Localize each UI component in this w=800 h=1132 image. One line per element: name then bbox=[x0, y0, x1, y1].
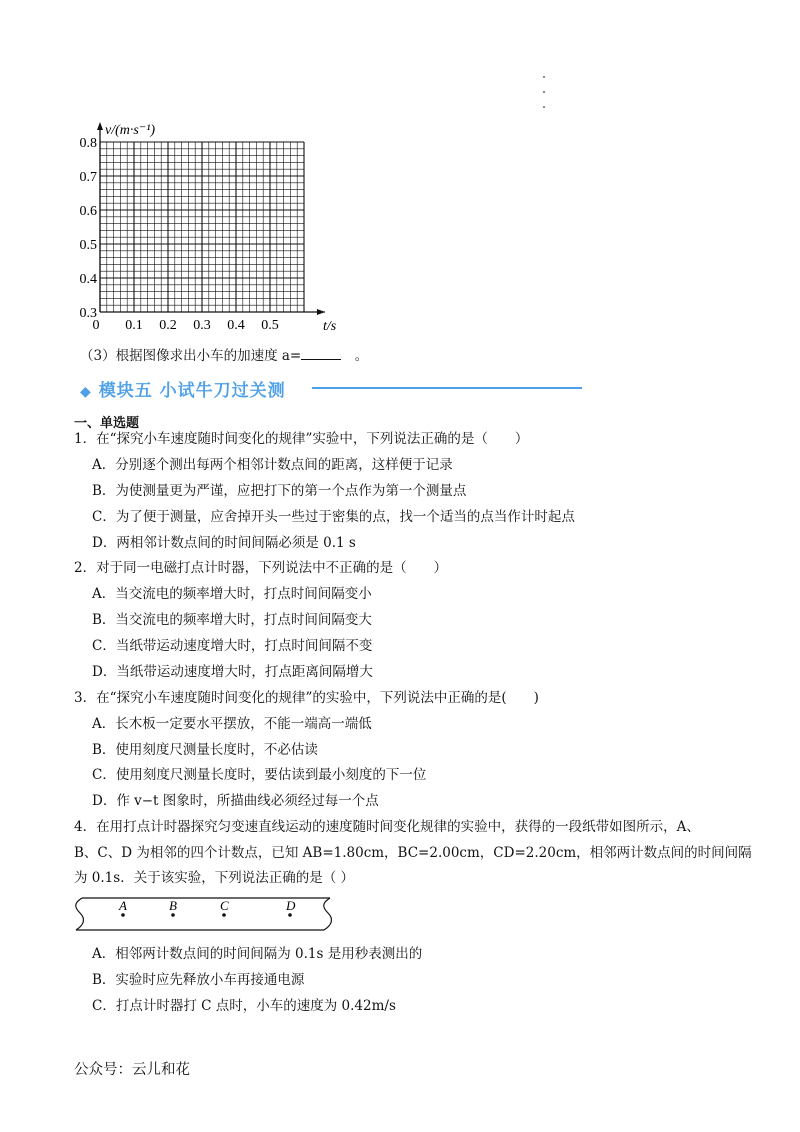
module-header bbox=[80, 376, 286, 401]
y-tick-label: 0.5 bbox=[79, 238, 97, 253]
y-tick-label: 0.4 bbox=[79, 272, 97, 287]
x-tick-label: 0.4 bbox=[227, 318, 245, 333]
question-1-option-a[interactable]: A．分别逐个测出每两个相邻计数点间的距离，这样便于记录 bbox=[92, 457, 453, 473]
tape-label-c: C bbox=[220, 898, 229, 913]
x-tick-label: 0.3 bbox=[193, 318, 211, 333]
tape-label-b: B bbox=[169, 898, 177, 913]
question-3-stem: 3．在“探究小车速度随时间变化的规律”的实验中，下列说法中正确的是( ) bbox=[74, 690, 539, 706]
question-4-option-c[interactable]: C．打点计时器打 C 点时，小车的速度为 0.42m/s bbox=[92, 998, 396, 1014]
tape-dot-b bbox=[171, 913, 175, 917]
question-3-option-d[interactable]: D．作 v−t 图象时，所描曲线必须经过每一个点 bbox=[92, 793, 379, 809]
tape-dot-c bbox=[222, 913, 226, 917]
footer-account: 公众号：云儿和花 bbox=[74, 1062, 190, 1078]
question-2-option-c[interactable]: C．当纸带运动速度增大时，打点时间间隔不变 bbox=[92, 638, 373, 654]
y-axis-arrow bbox=[97, 122, 103, 130]
question-2-option-a[interactable]: A．当交流电的频率增大时，打点时间间隔变小 bbox=[92, 586, 372, 602]
x-axis-arrow bbox=[317, 309, 325, 315]
question-3-option-b[interactable]: B．使用刻度尺测量长度时，不必估读 bbox=[92, 742, 318, 758]
diamond-icon: ◆ bbox=[80, 384, 92, 400]
section-title: 一、单选题 bbox=[74, 416, 140, 431]
y-axis-label: v/(m·s⁻¹) bbox=[105, 123, 156, 138]
x-tick-label: 0 bbox=[92, 318, 100, 333]
question-3-option-c[interactable]: C．使用刻度尺测量长度时，要估读到最小刻度的下一位 bbox=[92, 767, 427, 783]
y-tick-label: 0.7 bbox=[79, 170, 97, 185]
tape-label-d: D bbox=[286, 898, 296, 913]
tape-right-edge bbox=[324, 898, 332, 930]
x-axis-label: t/s bbox=[323, 319, 337, 334]
question-1-option-c[interactable]: C．为了便于测量，应舍掉开头一些过于密集的点，找一个适当的点当作计时起点 bbox=[92, 509, 575, 525]
module-title: 模块五 小试牛刀过关测 bbox=[98, 381, 286, 401]
q3-line bbox=[80, 345, 368, 366]
x-tick-label: 0.2 bbox=[159, 318, 177, 333]
question-2-option-d[interactable]: D．当纸带运动速度增大时，打点距离间隔增大 bbox=[92, 664, 373, 680]
y-tick-label: 0.3 bbox=[79, 306, 97, 321]
q3-text: （3）根据图像求出小车的加速度 a= bbox=[80, 348, 302, 364]
question-1-option-b[interactable]: B．为使测量更为严谨，应把打下的第一个点作为第一个测量点 bbox=[92, 483, 467, 499]
question-1-option-d[interactable]: D．两相邻计数点间的时间间隔必须是 0.1 s bbox=[92, 535, 356, 551]
question-4-stem-line-3: 为 0.1s．关于该实验，下列说法正确的是（ ） bbox=[74, 870, 354, 886]
margin-dots bbox=[543, 76, 545, 121]
question-2-option-b[interactable]: B．当交流电的频率增大时，打点时间间隔变大 bbox=[92, 612, 372, 628]
x-tick-label: 0.5 bbox=[261, 318, 279, 333]
q3-end: 。 bbox=[354, 348, 369, 364]
x-tick-label: 0.1 bbox=[125, 318, 143, 333]
question-4-stem-line-2: B、C、D 为相邻的四个计数点，已知 AB=1.80cm，BC=2.00cm，CD=2.20cm，相邻两计数点间的时间间隔 bbox=[74, 845, 752, 861]
tape-dot-d bbox=[288, 913, 292, 917]
question-4-option-b[interactable]: B．实验时应先释放小车再接通电源 bbox=[92, 972, 305, 988]
question-1-stem: 1．在“探究小车速度随时间变化的规律”实验中，下列说法正确的是（ ） bbox=[74, 431, 529, 447]
paper-tape-figure bbox=[72, 893, 342, 935]
tape-dot-a bbox=[121, 913, 125, 917]
tape-left-edge bbox=[76, 898, 84, 930]
y-tick-label: 0.6 bbox=[79, 204, 97, 219]
question-4-option-a[interactable]: A．相邻两计数点间的时间间隔为 0.1s 是用秒表测出的 bbox=[92, 946, 423, 962]
tape-label-a: A bbox=[119, 898, 127, 913]
question-2-stem: 2．对于同一电磁打点计时器，下列说法中不正确的是（ ） bbox=[74, 560, 448, 576]
answer-blank[interactable] bbox=[301, 345, 341, 360]
velocity-time-chart bbox=[60, 112, 360, 337]
module-divider bbox=[312, 387, 582, 389]
question-4-stem-line-1: 4．在用打点计时器探究匀变速直线运动的速度随时间变化规律的实验中，获得的一段纸带如图所示，A、 bbox=[74, 819, 700, 835]
question-3-option-a[interactable]: A．长木板一定要水平摆放，不能一端高一端低 bbox=[92, 716, 372, 732]
y-tick-label: 0.8 bbox=[79, 136, 97, 151]
